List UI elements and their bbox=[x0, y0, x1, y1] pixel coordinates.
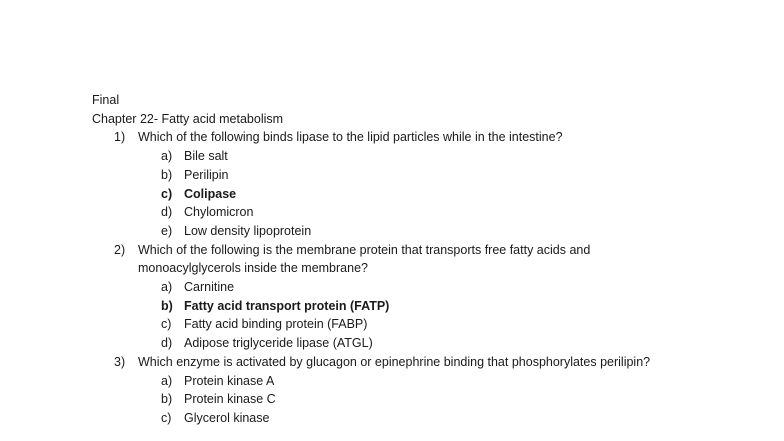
option-text: Glycerol kinase bbox=[184, 410, 270, 425]
option-label: d) bbox=[161, 336, 173, 351]
option-label: b) bbox=[161, 167, 173, 182]
question bbox=[92, 353, 752, 372]
option-label: d) bbox=[161, 205, 173, 220]
option-label: b) bbox=[161, 392, 173, 407]
answer-option bbox=[92, 315, 752, 334]
answer-option bbox=[92, 222, 752, 241]
option-text: Colipase bbox=[184, 186, 237, 201]
answer-option bbox=[92, 390, 752, 409]
option-label: a) bbox=[161, 280, 173, 295]
option-text: Low density lipoprotein bbox=[184, 223, 312, 238]
answer-option-correct bbox=[92, 185, 752, 204]
answer-option bbox=[92, 203, 752, 222]
question-number: 2) bbox=[114, 242, 126, 257]
answer-option bbox=[92, 334, 752, 353]
document-body bbox=[92, 91, 752, 428]
option-text: Adipose triglyceride lipase (ATGL) bbox=[184, 336, 373, 351]
option-label: b) bbox=[161, 298, 173, 313]
option-label: c) bbox=[161, 186, 173, 201]
option-text: Protein kinase A bbox=[184, 373, 275, 388]
question-text: Which of the following is the membrane protein that transports free fatty acids and monoacylglycerols inside the membrane? bbox=[138, 242, 591, 276]
option-text: Protein kinase C bbox=[184, 392, 276, 407]
option-label: c) bbox=[161, 317, 172, 332]
option-label: e) bbox=[161, 223, 173, 238]
question-text: Which enzyme is activated by glucagon or epinephrine binding that phosphorylates perilipin? bbox=[138, 354, 651, 369]
option-text: Fatty acid binding protein (FABP) bbox=[184, 317, 368, 332]
option-text: Bile salt bbox=[184, 149, 228, 164]
answer-option bbox=[92, 372, 752, 391]
option-text: Perilipin bbox=[184, 167, 229, 182]
document-heading: Final bbox=[92, 93, 120, 107]
option-text: Carnitine bbox=[184, 280, 235, 295]
question-number: 3) bbox=[114, 354, 126, 369]
question bbox=[92, 128, 752, 147]
question-text: Which of the following binds lipase to the lipid particles while in the intestine? bbox=[138, 130, 563, 145]
answer-option bbox=[92, 278, 752, 297]
answer-option bbox=[92, 409, 752, 428]
answer-option bbox=[92, 147, 752, 166]
option-text: Fatty acid transport protein (FATP) bbox=[184, 298, 390, 313]
chapter-title: Chapter 22- Fatty acid metabolism bbox=[92, 111, 284, 126]
option-label: a) bbox=[161, 373, 173, 388]
question-number: 1) bbox=[114, 130, 126, 145]
option-text: Chylomicron bbox=[184, 205, 254, 220]
option-label: c) bbox=[161, 410, 172, 425]
option-label: a) bbox=[161, 149, 173, 164]
answer-option bbox=[92, 166, 752, 185]
question bbox=[92, 241, 752, 278]
answer-option-correct bbox=[92, 297, 752, 316]
